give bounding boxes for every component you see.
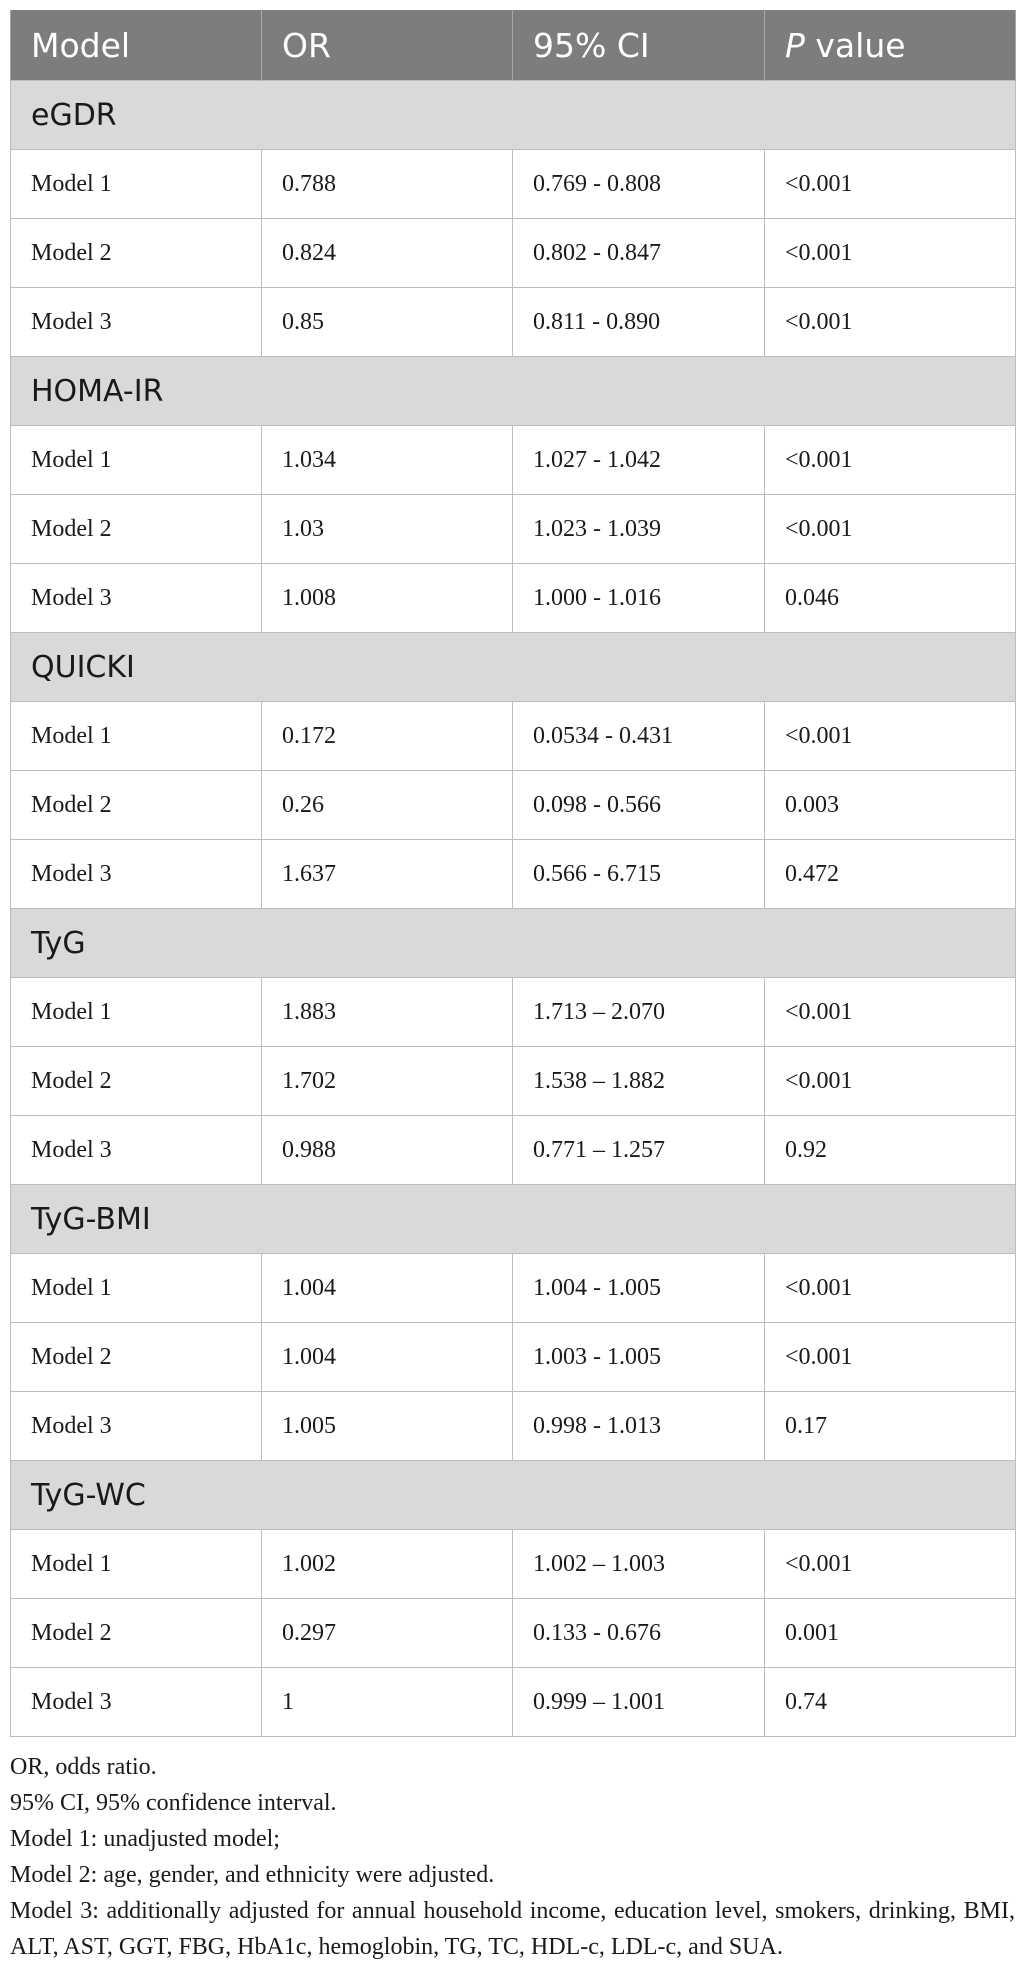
cell-ci: 0.811 - 0.890 [513, 288, 765, 357]
cell-or: 1.03 [262, 495, 513, 564]
group-header-row [11, 633, 1016, 702]
cell-ci: 1.000 - 1.016 [513, 564, 765, 633]
header-p-letter: P [785, 25, 805, 65]
table-body [11, 81, 1016, 1737]
cell-ci: 0.999 – 1.001 [513, 1668, 765, 1737]
cell-ci: 0.771 – 1.257 [513, 1116, 765, 1185]
cell-p-value: 0.17 [765, 1392, 1016, 1461]
group-label: TyG-BMI [11, 1185, 1016, 1254]
table-row [11, 564, 1016, 633]
cell-p-value: 0.003 [765, 771, 1016, 840]
cell-ci: 0.0534 - 0.431 [513, 702, 765, 771]
cell-model: Model 2 [11, 495, 262, 564]
cell-p-value: 0.001 [765, 1599, 1016, 1668]
cell-p-value: 0.92 [765, 1116, 1016, 1185]
header-ci: 95% CI [513, 10, 765, 81]
cell-ci: 0.133 - 0.676 [513, 1599, 765, 1668]
cell-p-value: <0.001 [765, 495, 1016, 564]
cell-or: 0.85 [262, 288, 513, 357]
cell-p-value: <0.001 [765, 1530, 1016, 1599]
cell-p-value: 0.74 [765, 1668, 1016, 1737]
cell-ci: 0.566 - 6.715 [513, 840, 765, 909]
cell-or: 0.26 [262, 771, 513, 840]
cell-model: Model 1 [11, 1530, 262, 1599]
footnote-line: Model 2: age, gender, and ethnicity were adjusted. [10, 1862, 495, 1888]
table-row [11, 702, 1016, 771]
cell-or: 1.034 [262, 426, 513, 495]
table-footnotes [10, 1749, 1015, 1965]
cell-or: 0.824 [262, 219, 513, 288]
group-label: TyG [11, 909, 1016, 978]
table-row [11, 219, 1016, 288]
cell-ci: 1.002 – 1.003 [513, 1530, 765, 1599]
cell-ci: 0.998 - 1.013 [513, 1392, 765, 1461]
header-or: OR [262, 10, 513, 81]
cell-ci: 1.004 - 1.005 [513, 1254, 765, 1323]
group-label: TyG-WC [11, 1461, 1016, 1530]
cell-model: Model 1 [11, 702, 262, 771]
cell-p-value: <0.001 [765, 426, 1016, 495]
cell-ci: 1.023 - 1.039 [513, 495, 765, 564]
group-header-row [11, 909, 1016, 978]
cell-or: 1.005 [262, 1392, 513, 1461]
cell-model: Model 1 [11, 978, 262, 1047]
cell-ci: 0.802 - 0.847 [513, 219, 765, 288]
header-p-value [765, 10, 1016, 81]
table-row [11, 1047, 1016, 1116]
table-row [11, 1392, 1016, 1461]
cell-or: 0.172 [262, 702, 513, 771]
cell-model: Model 1 [11, 1254, 262, 1323]
group-label: eGDR [11, 81, 1016, 150]
cell-model: Model 2 [11, 1323, 262, 1392]
table-wrapper [10, 10, 1015, 1965]
cell-ci: 1.027 - 1.042 [513, 426, 765, 495]
table-row [11, 1599, 1016, 1668]
cell-model: Model 2 [11, 1599, 262, 1668]
cell-p-value: <0.001 [765, 1254, 1016, 1323]
group-label: QUICKI [11, 633, 1016, 702]
table-row [11, 1116, 1016, 1185]
cell-or: 1 [262, 1668, 513, 1737]
cell-or: 1.008 [262, 564, 513, 633]
table-row [11, 978, 1016, 1047]
cell-p-value: <0.001 [765, 1323, 1016, 1392]
group-header-row [11, 357, 1016, 426]
cell-or: 0.297 [262, 1599, 513, 1668]
cell-or: 1.637 [262, 840, 513, 909]
cell-p-value: 0.472 [765, 840, 1016, 909]
table-row [11, 1668, 1016, 1737]
table-row [11, 1323, 1016, 1392]
table-row [11, 1530, 1016, 1599]
table-row [11, 426, 1016, 495]
header-value-word: value [815, 25, 906, 65]
table-row [11, 150, 1016, 219]
cell-or: 1.004 [262, 1254, 513, 1323]
cell-p-value: <0.001 [765, 1047, 1016, 1116]
cell-or: 0.788 [262, 150, 513, 219]
cell-p-value: <0.001 [765, 219, 1016, 288]
cell-model: Model 3 [11, 1116, 262, 1185]
header-row [11, 10, 1016, 81]
group-header-row [11, 1461, 1016, 1530]
cell-or: 1.883 [262, 978, 513, 1047]
table-row [11, 495, 1016, 564]
table-row [11, 840, 1016, 909]
cell-p-value: <0.001 [765, 288, 1016, 357]
table-row [11, 771, 1016, 840]
cell-model: Model 3 [11, 1392, 262, 1461]
footnote-line: OR, odds ratio. [10, 1754, 157, 1780]
cell-ci: 1.538 – 1.882 [513, 1047, 765, 1116]
group-header-row [11, 81, 1016, 150]
cell-model: Model 2 [11, 1047, 262, 1116]
footnote-line: Model 3: additionally adjusted for annual household income, education level, smokers, drinking, BMI, ALT, AST, GGT, FBG, HbA1c, hemoglobin, TG, TC, HDL-c, LDL-c, and SUA. [10, 1898, 1015, 1960]
cell-ci: 0.769 - 0.808 [513, 150, 765, 219]
cell-p-value: <0.001 [765, 702, 1016, 771]
cell-p-value: 0.046 [765, 564, 1016, 633]
cell-model: Model 3 [11, 1668, 262, 1737]
results-table [10, 10, 1016, 1737]
cell-ci: 1.003 - 1.005 [513, 1323, 765, 1392]
table-row [11, 288, 1016, 357]
cell-or: 1.002 [262, 1530, 513, 1599]
header-model: Model [11, 10, 262, 81]
cell-ci: 0.098 - 0.566 [513, 771, 765, 840]
footnote-line: 95% CI, 95% confidence interval. [10, 1790, 337, 1816]
cell-or: 1.702 [262, 1047, 513, 1116]
cell-model: Model 2 [11, 219, 262, 288]
cell-model: Model 1 [11, 426, 262, 495]
cell-model: Model 3 [11, 288, 262, 357]
table-row [11, 1254, 1016, 1323]
cell-p-value: <0.001 [765, 150, 1016, 219]
cell-model: Model 3 [11, 840, 262, 909]
group-label: HOMA-IR [11, 357, 1016, 426]
cell-model: Model 2 [11, 771, 262, 840]
cell-or: 0.988 [262, 1116, 513, 1185]
cell-p-value: <0.001 [765, 978, 1016, 1047]
group-header-row [11, 1185, 1016, 1254]
cell-model: Model 1 [11, 150, 262, 219]
cell-model: Model 3 [11, 564, 262, 633]
cell-ci: 1.713 – 2.070 [513, 978, 765, 1047]
footnote-line: Model 1: unadjusted model; [10, 1826, 280, 1852]
cell-or: 1.004 [262, 1323, 513, 1392]
